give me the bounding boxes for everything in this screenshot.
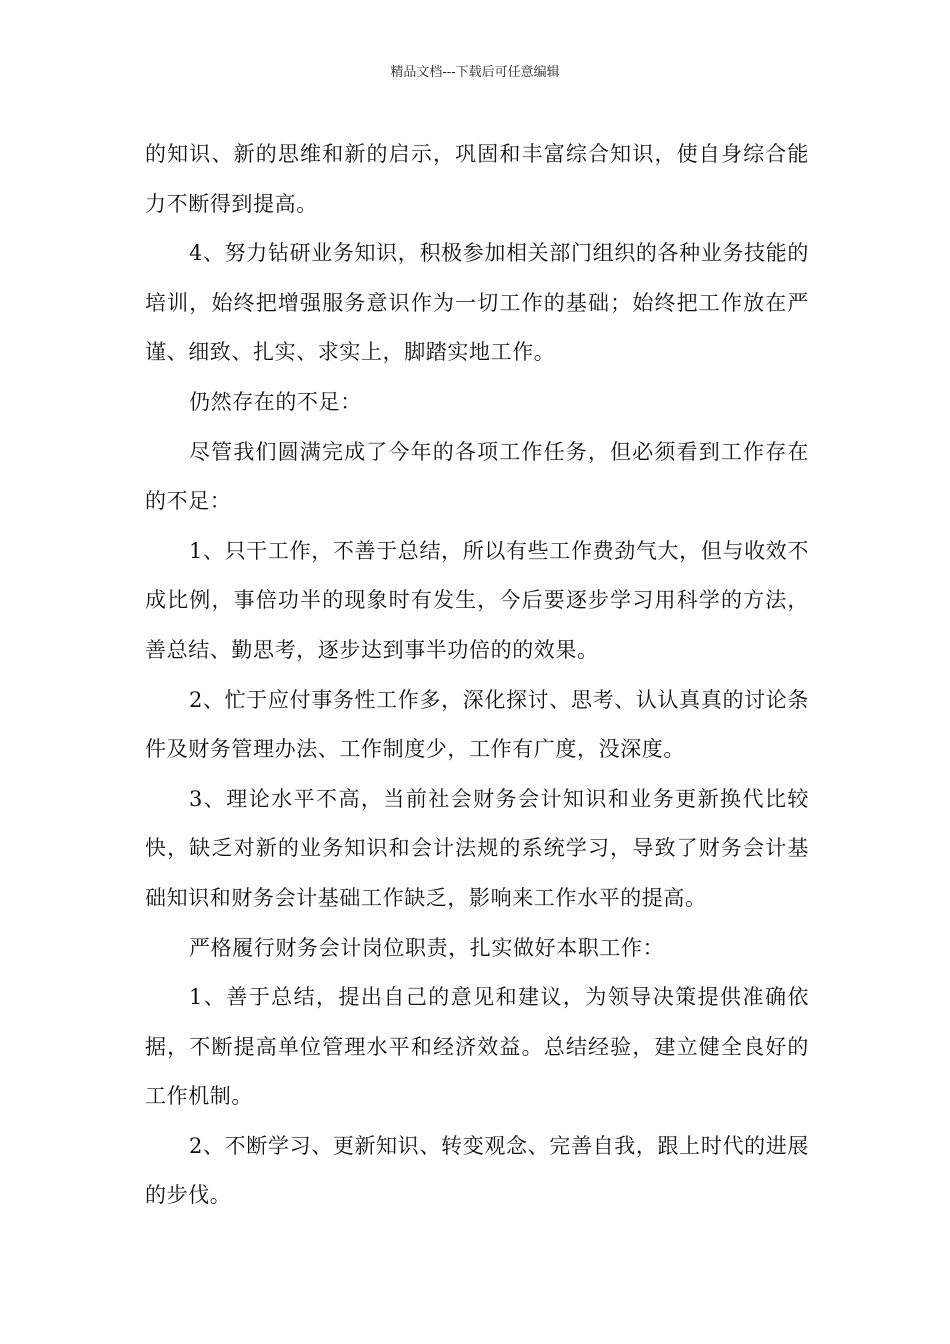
paragraph-1: 的知识、新的思维和新的启示，巩固和丰富综合知识，使自身综合能力不断得到提高。 (145, 142, 809, 216)
paragraph-7: 3、理论水平不高，当前社会财务会计知识和业务更新换代比较快，缺乏对新的业务知识和会计法规的系统学习，导致了财务会计基础知识和财务会计基础工作缺乏，影响来工作水平的提高。 (145, 786, 809, 910)
page-header: 精品文档---下载后可任意编辑 (390, 65, 560, 80)
document-body (145, 130, 809, 1221)
paragraph-8: 严格履行财务会计岗位职责，扎实做好本职工作： (189, 935, 665, 960)
paragraph-9: 1、善于总结，提出自己的意见和建议，为领导决策提供准确依据，不断提高单位管理水平和经济效益。总结经验，建立健全良好的工作机制。 (145, 985, 809, 1109)
paragraph-6: 2、忙于应付事务性工作多，深化探讨、思考、认认真真的讨论条件及财务管理办法、工作制度少，工作有广度，没深度。 (145, 687, 809, 762)
paragraph-10: 2、不断学习、更新知识、转变观念、完善自我，跟上时代的进展的步伐。 (145, 1133, 809, 1208)
paragraph-5: 1、只干工作，不善于总结，所以有些工作费劲气大，但与收效不成比例，事倍功半的现象时有发生，今后要逐步学习用科学的方法，善总结、勤思考，逐步达到事半功倍的的效果。 (145, 538, 809, 662)
paragraph-2: 4、努力钻研业务知识，积极参加相关部门组织的各种业务技能的培训，始终把增强服务意识作为一切工作的基础；始终把工作放在严谨、细致、扎实、求实上，脚踏实地工作。 (145, 241, 809, 365)
paragraph-4: 尽管我们圆满完成了今年的各项工作任务，但必须看到工作存在的不足： (145, 439, 809, 514)
paragraph-3: 仍然存在的不足： (189, 389, 362, 414)
